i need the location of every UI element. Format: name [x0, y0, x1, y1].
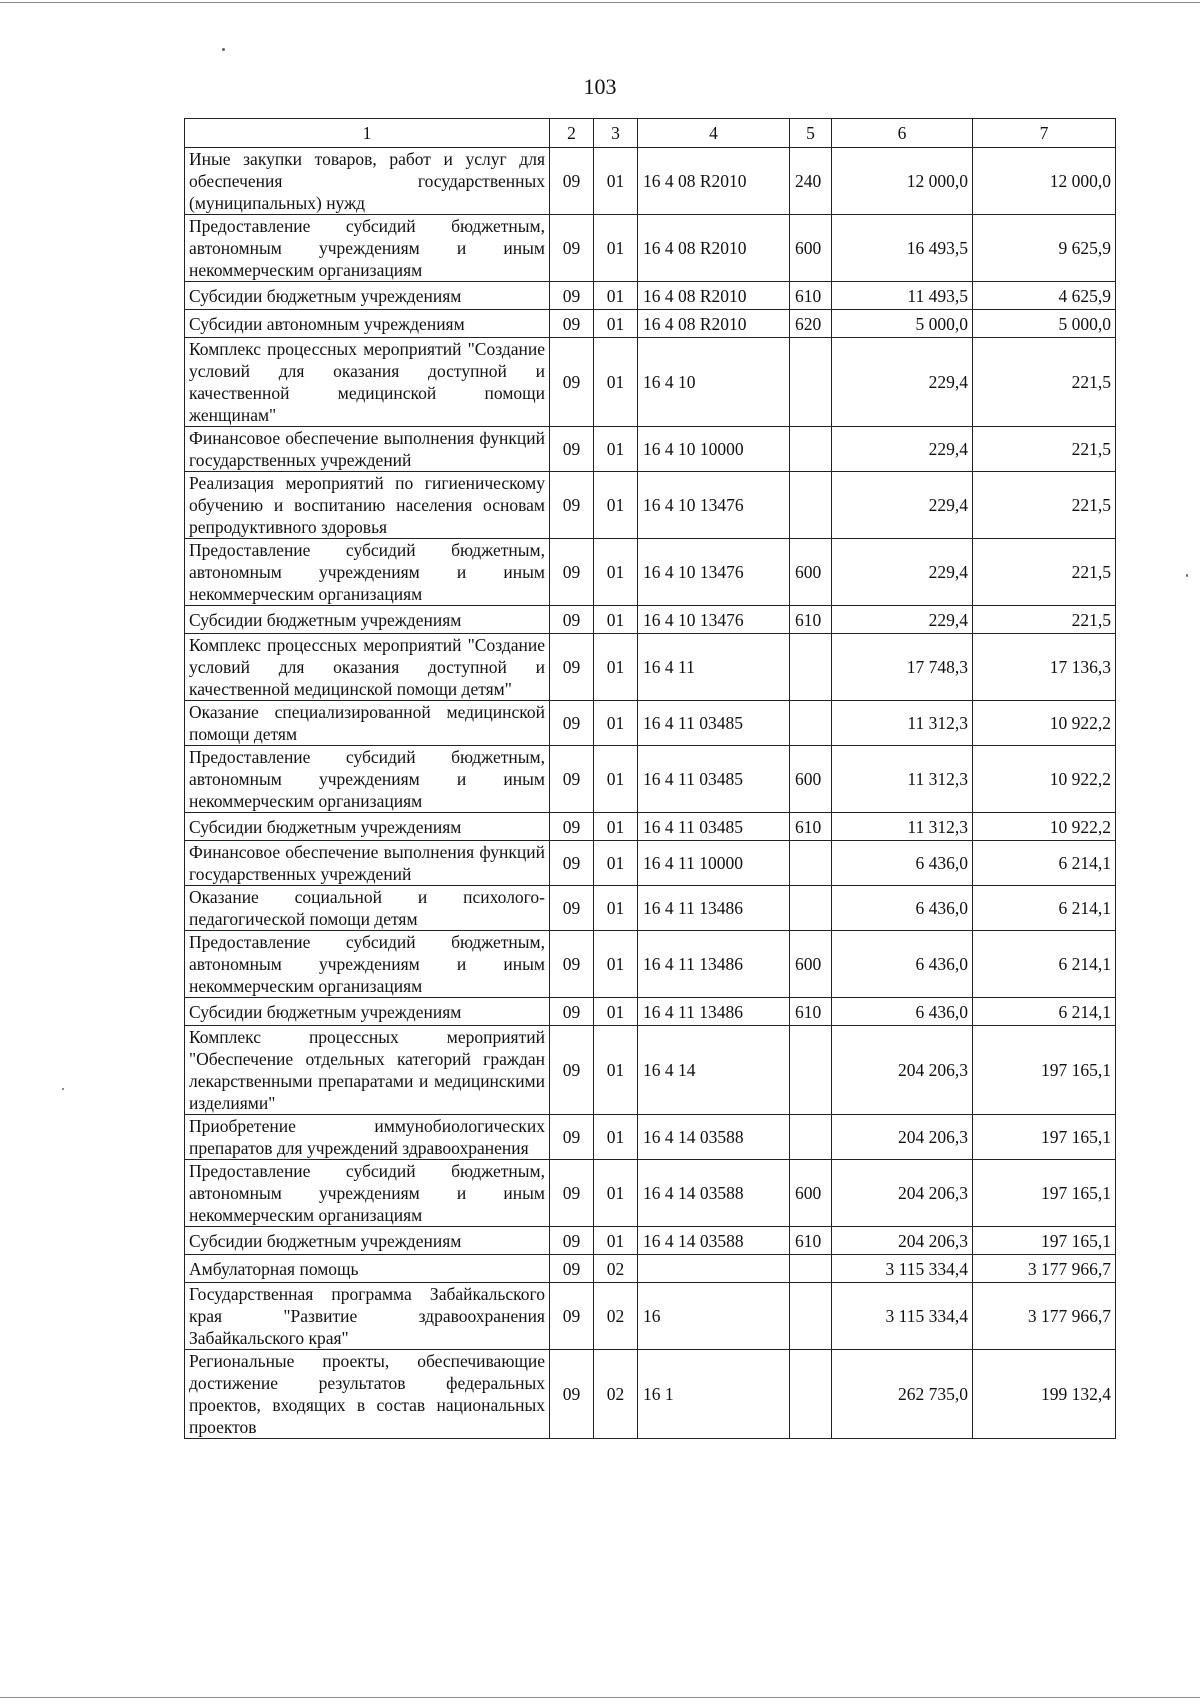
- section-cell: 09: [550, 606, 594, 634]
- amount-year2-cell: 221,5: [973, 606, 1116, 634]
- amount-year2-cell: 17 136,3: [973, 634, 1116, 701]
- subsection-cell: 01: [594, 472, 638, 539]
- target-article-cell: 16 4 08 R2010: [638, 282, 790, 310]
- subsection-cell: 01: [594, 1160, 638, 1227]
- table-row: [185, 931, 1116, 998]
- subsection-cell: 01: [594, 427, 638, 472]
- section-cell: 09: [550, 701, 594, 746]
- scan-speck: [222, 48, 225, 51]
- amount-year2-cell: 199 132,4: [973, 1350, 1116, 1439]
- amount-year1-cell: 229,4: [832, 472, 973, 539]
- amount-year1-cell: 12 000,0: [832, 148, 973, 215]
- target-article-cell: 16: [638, 1283, 790, 1350]
- subsection-cell: 02: [594, 1350, 638, 1439]
- subsection-cell: 01: [594, 701, 638, 746]
- amount-year2-cell: 197 165,1: [973, 1227, 1116, 1255]
- scan-speck: [1186, 574, 1188, 577]
- amount-year1-cell: 204 206,3: [832, 1026, 973, 1115]
- section-cell: 09: [550, 472, 594, 539]
- table-row: [185, 148, 1116, 215]
- row-name-cell: Комплекс процессных мероприятий "Создание условий для оказания доступной и качественной медицинской помощи детям": [185, 634, 550, 701]
- expense-type-cell: [790, 886, 832, 931]
- target-article-cell: 16 4 11: [638, 634, 790, 701]
- expense-type-cell: [790, 472, 832, 539]
- target-article-cell: 16 4 14: [638, 1026, 790, 1115]
- section-cell: 09: [550, 282, 594, 310]
- expense-type-cell: 610: [790, 998, 832, 1026]
- subsection-cell: 01: [594, 634, 638, 701]
- target-article-cell: 16 4 08 R2010: [638, 310, 790, 338]
- expense-type-cell: 610: [790, 1227, 832, 1255]
- amount-year2-cell: 12 000,0: [973, 148, 1116, 215]
- subsection-cell: 01: [594, 813, 638, 841]
- scan-border-top: [0, 2, 1200, 3]
- subsection-cell: 01: [594, 282, 638, 310]
- expense-type-cell: [790, 427, 832, 472]
- table-row: [185, 338, 1116, 427]
- amount-year1-cell: 204 206,3: [832, 1160, 973, 1227]
- section-cell: 09: [550, 1160, 594, 1227]
- amount-year1-cell: 204 206,3: [832, 1115, 973, 1160]
- amount-year1-cell: 6 436,0: [832, 998, 973, 1026]
- amount-year2-cell: 197 165,1: [973, 1115, 1116, 1160]
- subsection-cell: 01: [594, 338, 638, 427]
- subsection-cell: 01: [594, 886, 638, 931]
- amount-year2-cell: 6 214,1: [973, 841, 1116, 886]
- target-article-cell: 16 4 10 13476: [638, 606, 790, 634]
- expense-type-cell: [790, 634, 832, 701]
- section-cell: 09: [550, 338, 594, 427]
- table-row: [185, 886, 1116, 931]
- subsection-cell: 01: [594, 606, 638, 634]
- amount-year1-cell: 11 493,5: [832, 282, 973, 310]
- section-cell: 09: [550, 1026, 594, 1115]
- row-name-cell: Реализация мероприятий по гигиеническому обучению и воспитанию населения основам репродуктивного здоровья: [185, 472, 550, 539]
- subsection-cell: 01: [594, 1026, 638, 1115]
- table-row: [185, 1255, 1116, 1283]
- column-header: 4: [638, 119, 790, 148]
- amount-year2-cell: 3 177 966,7: [973, 1283, 1116, 1350]
- section-cell: 09: [550, 1350, 594, 1439]
- section-cell: 09: [550, 148, 594, 215]
- expense-type-cell: 600: [790, 1160, 832, 1227]
- table-header-row: [185, 119, 1116, 148]
- subsection-cell: 01: [594, 310, 638, 338]
- target-article-cell: 16 4 11 03485: [638, 701, 790, 746]
- table-row: [185, 634, 1116, 701]
- table-row: [185, 1283, 1116, 1350]
- expense-type-cell: 610: [790, 606, 832, 634]
- expense-type-cell: 620: [790, 310, 832, 338]
- amount-year2-cell: 221,5: [973, 427, 1116, 472]
- table-row: [185, 1227, 1116, 1255]
- subsection-cell: 01: [594, 539, 638, 606]
- amount-year2-cell: 6 214,1: [973, 886, 1116, 931]
- subsection-cell: 01: [594, 1227, 638, 1255]
- section-cell: 09: [550, 539, 594, 606]
- table-row: [185, 813, 1116, 841]
- expense-type-cell: 600: [790, 746, 832, 813]
- row-name-cell: Субсидии бюджетным учреждениям: [185, 813, 550, 841]
- amount-year1-cell: 17 748,3: [832, 634, 973, 701]
- section-cell: 09: [550, 215, 594, 282]
- amount-year1-cell: 11 312,3: [832, 746, 973, 813]
- expense-type-cell: 610: [790, 813, 832, 841]
- section-cell: 09: [550, 841, 594, 886]
- target-article-cell: 16 4 11 13486: [638, 931, 790, 998]
- amount-year2-cell: 221,5: [973, 338, 1116, 427]
- column-header: 2: [550, 119, 594, 148]
- table-row: [185, 1026, 1116, 1115]
- table-body: [185, 148, 1116, 1439]
- target-article-cell: 16 4 08 R2010: [638, 148, 790, 215]
- amount-year1-cell: 6 436,0: [832, 931, 973, 998]
- amount-year2-cell: 9 625,9: [973, 215, 1116, 282]
- expense-type-cell: [790, 338, 832, 427]
- target-article-cell: 16 4 11 13486: [638, 886, 790, 931]
- amount-year2-cell: 6 214,1: [973, 998, 1116, 1026]
- section-cell: 09: [550, 427, 594, 472]
- table-row: [185, 215, 1116, 282]
- target-article-cell: 16 4 14 03588: [638, 1227, 790, 1255]
- section-cell: 09: [550, 746, 594, 813]
- column-header: 7: [973, 119, 1116, 148]
- expense-type-cell: 600: [790, 931, 832, 998]
- amount-year1-cell: 229,4: [832, 427, 973, 472]
- amount-year2-cell: 10 922,2: [973, 746, 1116, 813]
- section-cell: 09: [550, 998, 594, 1026]
- expense-type-cell: [790, 1283, 832, 1350]
- amount-year2-cell: 197 165,1: [973, 1026, 1116, 1115]
- amount-year1-cell: 229,4: [832, 338, 973, 427]
- row-name-cell: Субсидии бюджетным учреждениям: [185, 606, 550, 634]
- amount-year1-cell: 229,4: [832, 539, 973, 606]
- amount-year2-cell: 4 625,9: [973, 282, 1116, 310]
- scan-border-bottom: [0, 1697, 1200, 1698]
- target-article-cell: 16 4 10: [638, 338, 790, 427]
- section-cell: 09: [550, 1227, 594, 1255]
- row-name-cell: Субсидии бюджетным учреждениям: [185, 1227, 550, 1255]
- amount-year1-cell: 11 312,3: [832, 701, 973, 746]
- column-header: 3: [594, 119, 638, 148]
- amount-year1-cell: 262 735,0: [832, 1350, 973, 1439]
- amount-year1-cell: 6 436,0: [832, 886, 973, 931]
- subsection-cell: 01: [594, 1115, 638, 1160]
- section-cell: 09: [550, 1255, 594, 1283]
- row-name-cell: Предоставление субсидий бюджетным, автономным учреждениям и иным некоммерческим организациям: [185, 215, 550, 282]
- amount-year1-cell: 3 115 334,4: [832, 1283, 973, 1350]
- row-name-cell: Субсидии автономным учреждениям: [185, 310, 550, 338]
- row-name-cell: Финансовое обеспечение выполнения функций государственных учреждений: [185, 427, 550, 472]
- row-name-cell: Иные закупки товаров, работ и услуг для обеспечения государственных (муниципальных) нужд: [185, 148, 550, 215]
- expense-type-cell: [790, 1026, 832, 1115]
- amount-year2-cell: 10 922,2: [973, 701, 1116, 746]
- amount-year1-cell: 5 000,0: [832, 310, 973, 338]
- target-article-cell: 16 4 14 03588: [638, 1115, 790, 1160]
- section-cell: 09: [550, 310, 594, 338]
- expense-type-cell: 600: [790, 215, 832, 282]
- amount-year1-cell: 11 312,3: [832, 813, 973, 841]
- subsection-cell: 01: [594, 931, 638, 998]
- section-cell: 09: [550, 931, 594, 998]
- column-header: 5: [790, 119, 832, 148]
- target-article-cell: 16 4 10 13476: [638, 539, 790, 606]
- section-cell: 09: [550, 634, 594, 701]
- expense-type-cell: [790, 1350, 832, 1439]
- row-name-cell: Предоставление субсидий бюджетным, автономным учреждениям и иным некоммерческим организациям: [185, 539, 550, 606]
- amount-year2-cell: 10 922,2: [973, 813, 1116, 841]
- amount-year1-cell: 3 115 334,4: [832, 1255, 973, 1283]
- row-name-cell: Предоставление субсидий бюджетным, автономным учреждениям и иным некоммерческим организациям: [185, 746, 550, 813]
- table-row: [185, 310, 1116, 338]
- table-row: [185, 539, 1116, 606]
- table-row: [185, 841, 1116, 886]
- amount-year1-cell: 6 436,0: [832, 841, 973, 886]
- column-header: 6: [832, 119, 973, 148]
- subsection-cell: 02: [594, 1283, 638, 1350]
- amount-year1-cell: 204 206,3: [832, 1227, 973, 1255]
- table-row: [185, 1160, 1116, 1227]
- row-name-cell: Субсидии бюджетным учреждениям: [185, 998, 550, 1026]
- table-row: [185, 701, 1116, 746]
- table-row: [185, 998, 1116, 1026]
- table-row: [185, 472, 1116, 539]
- table-row: [185, 746, 1116, 813]
- table-row: [185, 1350, 1116, 1439]
- budget-table: [184, 118, 1116, 1439]
- expense-type-cell: [790, 701, 832, 746]
- section-cell: 09: [550, 886, 594, 931]
- expense-type-cell: [790, 841, 832, 886]
- subsection-cell: 01: [594, 841, 638, 886]
- target-article-cell: 16 4 08 R2010: [638, 215, 790, 282]
- target-article-cell: 16 4 11 03485: [638, 813, 790, 841]
- row-name-cell: Предоставление субсидий бюджетным, автономным учреждениям и иным некоммерческим организациям: [185, 1160, 550, 1227]
- section-cell: 09: [550, 813, 594, 841]
- amount-year2-cell: 221,5: [973, 472, 1116, 539]
- row-name-cell: Приобретение иммунобиологических препаратов для учреждений здравоохранения: [185, 1115, 550, 1160]
- amount-year2-cell: 221,5: [973, 539, 1116, 606]
- row-name-cell: Комплекс процессных мероприятий "Обеспечение отдельных категорий граждан лекарственными препаратами и медицинскими изделиями": [185, 1026, 550, 1115]
- expense-type-cell: 240: [790, 148, 832, 215]
- row-name-cell: Амбулаторная помощь: [185, 1255, 550, 1283]
- amount-year1-cell: 16 493,5: [832, 215, 973, 282]
- section-cell: 09: [550, 1115, 594, 1160]
- amount-year2-cell: 197 165,1: [973, 1160, 1116, 1227]
- table-row: [185, 282, 1116, 310]
- row-name-cell: Субсидии бюджетным учреждениям: [185, 282, 550, 310]
- expense-type-cell: 610: [790, 282, 832, 310]
- subsection-cell: 01: [594, 215, 638, 282]
- section-cell: 09: [550, 1283, 594, 1350]
- subsection-cell: 01: [594, 148, 638, 215]
- row-name-cell: Оказание специализированной медицинской помощи детям: [185, 701, 550, 746]
- amount-year2-cell: 3 177 966,7: [973, 1255, 1116, 1283]
- target-article-cell: [638, 1255, 790, 1283]
- amount-year2-cell: 6 214,1: [973, 931, 1116, 998]
- row-name-cell: Комплекс процессных мероприятий "Создание условий для оказания доступной и качественной медицинской помощи женщинам": [185, 338, 550, 427]
- table-row: [185, 427, 1116, 472]
- target-article-cell: 16 4 11 13486: [638, 998, 790, 1026]
- column-header: 1: [185, 119, 550, 148]
- target-article-cell: 16 1: [638, 1350, 790, 1439]
- table-row: [185, 606, 1116, 634]
- row-name-cell: Оказание социальной и психолого-педагогической помощи детям: [185, 886, 550, 931]
- amount-year2-cell: 5 000,0: [973, 310, 1116, 338]
- target-article-cell: 16 4 11 10000: [638, 841, 790, 886]
- subsection-cell: 01: [594, 746, 638, 813]
- amount-year1-cell: 229,4: [832, 606, 973, 634]
- scan-speck: [62, 1088, 64, 1090]
- page-number: 103: [583, 74, 617, 99]
- target-article-cell: 16 4 10 13476: [638, 472, 790, 539]
- target-article-cell: 16 4 14 03588: [638, 1160, 790, 1227]
- expense-type-cell: 600: [790, 539, 832, 606]
- target-article-cell: 16 4 10 10000: [638, 427, 790, 472]
- subsection-cell: 01: [594, 998, 638, 1026]
- subsection-cell: 02: [594, 1255, 638, 1283]
- row-name-cell: Финансовое обеспечение выполнения функций государственных учреждений: [185, 841, 550, 886]
- table-row: [185, 1115, 1116, 1160]
- row-name-cell: Государственная программа Забайкальского края "Развитие здравоохранения Забайкальского края": [185, 1283, 550, 1350]
- expense-type-cell: [790, 1255, 832, 1283]
- row-name-cell: Предоставление субсидий бюджетным, автономным учреждениям и иным некоммерческим организациям: [185, 931, 550, 998]
- row-name-cell: Региональные проекты, обеспечивающие достижение результатов федеральных проектов, входящих в состав национальных проектов: [185, 1350, 550, 1439]
- target-article-cell: 16 4 11 03485: [638, 746, 790, 813]
- expense-type-cell: [790, 1115, 832, 1160]
